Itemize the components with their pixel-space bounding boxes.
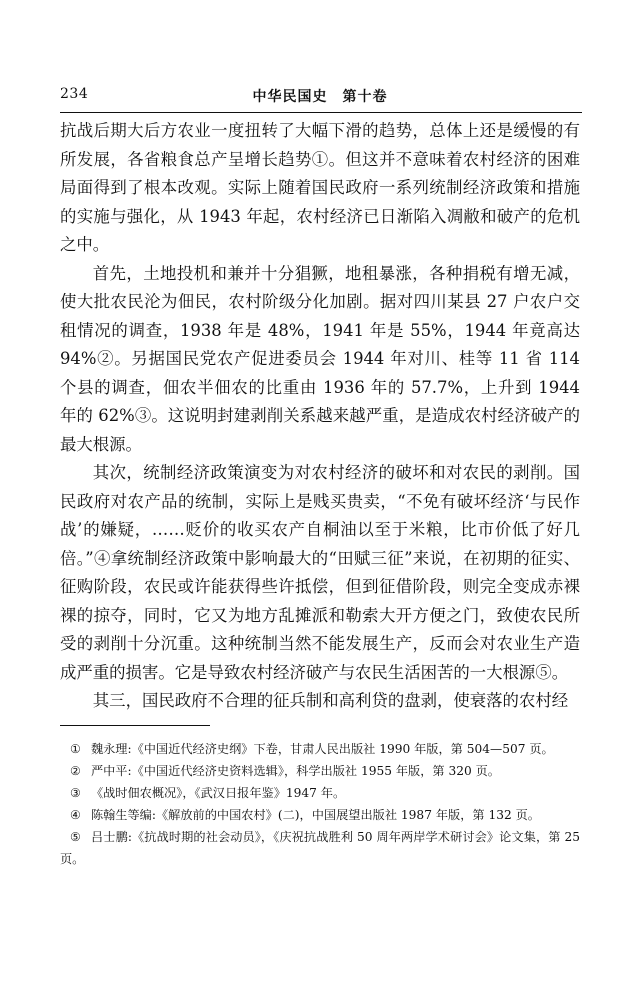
paragraph: 首先，土地投机和兼并十分猖獗，地租暴涨，各种捐税有增无减，使大批农民沦为佃民，农村阶级分化加剧。据对四川某县 27 户农户交租情况的调查，1938 年是 48%，1941 年是 55%，1944 年竟高达 94%②。另据国民党农产促进委员会 1944 年对川、桂等 11 省 114 个县的调查，佃农半佃农的比重由 1936 年的 57.7%，上升到 1944 年的 62%③。这说明封建剥削关系越来越严重，是造成农村经济破产的最大根源。 bbox=[60, 263, 580, 454]
page-header bbox=[60, 86, 580, 108]
footnote-marker: ⑤ bbox=[70, 830, 81, 844]
paragraph: 其三，国民政府不合理的征兵制和高利贷的盘剥，使衰落的农村经 bbox=[92, 691, 569, 710]
running-title: 中华民国史 第十卷 bbox=[252, 89, 388, 105]
paragraph: 其次，统制经济政策演变为对农村经济的破坏和对农民的剥削。国民政府对农产品的统制，实际上是贱买贵卖，“不免有破坏经济‘与民作战’的嫌疑，……贬价的收买农产自桐油以至于米粮，比市价低了好几倍。”④拿统制经济政策中影响最大的“田赋三征”来说，在初期的征实、征购阶段，农民或许能获得些许抵偿，但到征借阶段，则完全变成赤裸裸的掠夺，同时，它又为地方乱摊派和勒索大开方便之门，致使农民所受的剥削十分沉重。这种统制当然不能发展生产，反而会对农业生产造成严重的损害。它是导致农村经济破产与农民生活困苦的一大根源⑤。 bbox=[60, 463, 580, 682]
footnote bbox=[60, 804, 580, 826]
body-text bbox=[60, 117, 580, 716]
footnote-text: 吕士鹏:《抗战时期的社会动员》，《庆祝抗战胜利 50 周年两岸学术研讨会》论文集，第 25 页。 bbox=[60, 830, 580, 866]
footnote bbox=[60, 760, 580, 782]
footnotes bbox=[60, 738, 580, 870]
footnote-marker: ④ bbox=[70, 808, 81, 822]
footnote-marker: ② bbox=[70, 764, 81, 778]
footnote-marker: ③ bbox=[70, 786, 81, 800]
footnote-text: 严中平:《中国近代经济史资料选辑》，科学出版社 1955 年版，第 320 页。 bbox=[90, 764, 500, 778]
footnote-text: 魏永理:《中国近代经济史纲》下卷，甘肃人民出版社 1990 年版，第 504—507 页。 bbox=[90, 742, 554, 756]
page-number: 234 bbox=[60, 86, 89, 102]
footnote-rule bbox=[60, 725, 210, 726]
footnote-marker: ① bbox=[70, 742, 81, 756]
footnote-text: 陈翰生等编:《解放前的中国农村》(二)，中国展望出版社 1987 年版，第 132 页。 bbox=[90, 808, 540, 822]
footnote bbox=[60, 826, 580, 870]
footnote bbox=[60, 782, 580, 804]
header-rule bbox=[60, 112, 582, 113]
paragraph: 抗战后期大后方农业一度扭转了大幅下滑的趋势，总体上还是缓慢的有所发展，各省粮食总产呈增长趋势①。但这并不意味着农村经济的困难局面得到了根本改观。实际上随着国民政府一系列统制经济政策和措施的实施与强化，从 1943 年起，农村经济已日渐陷入凋敝和破产的危机之中。 bbox=[60, 121, 580, 254]
footnote-text: 《战时佃农概况》，《武汉日报年鉴》1947 年。 bbox=[90, 786, 346, 800]
footnote bbox=[60, 738, 580, 760]
